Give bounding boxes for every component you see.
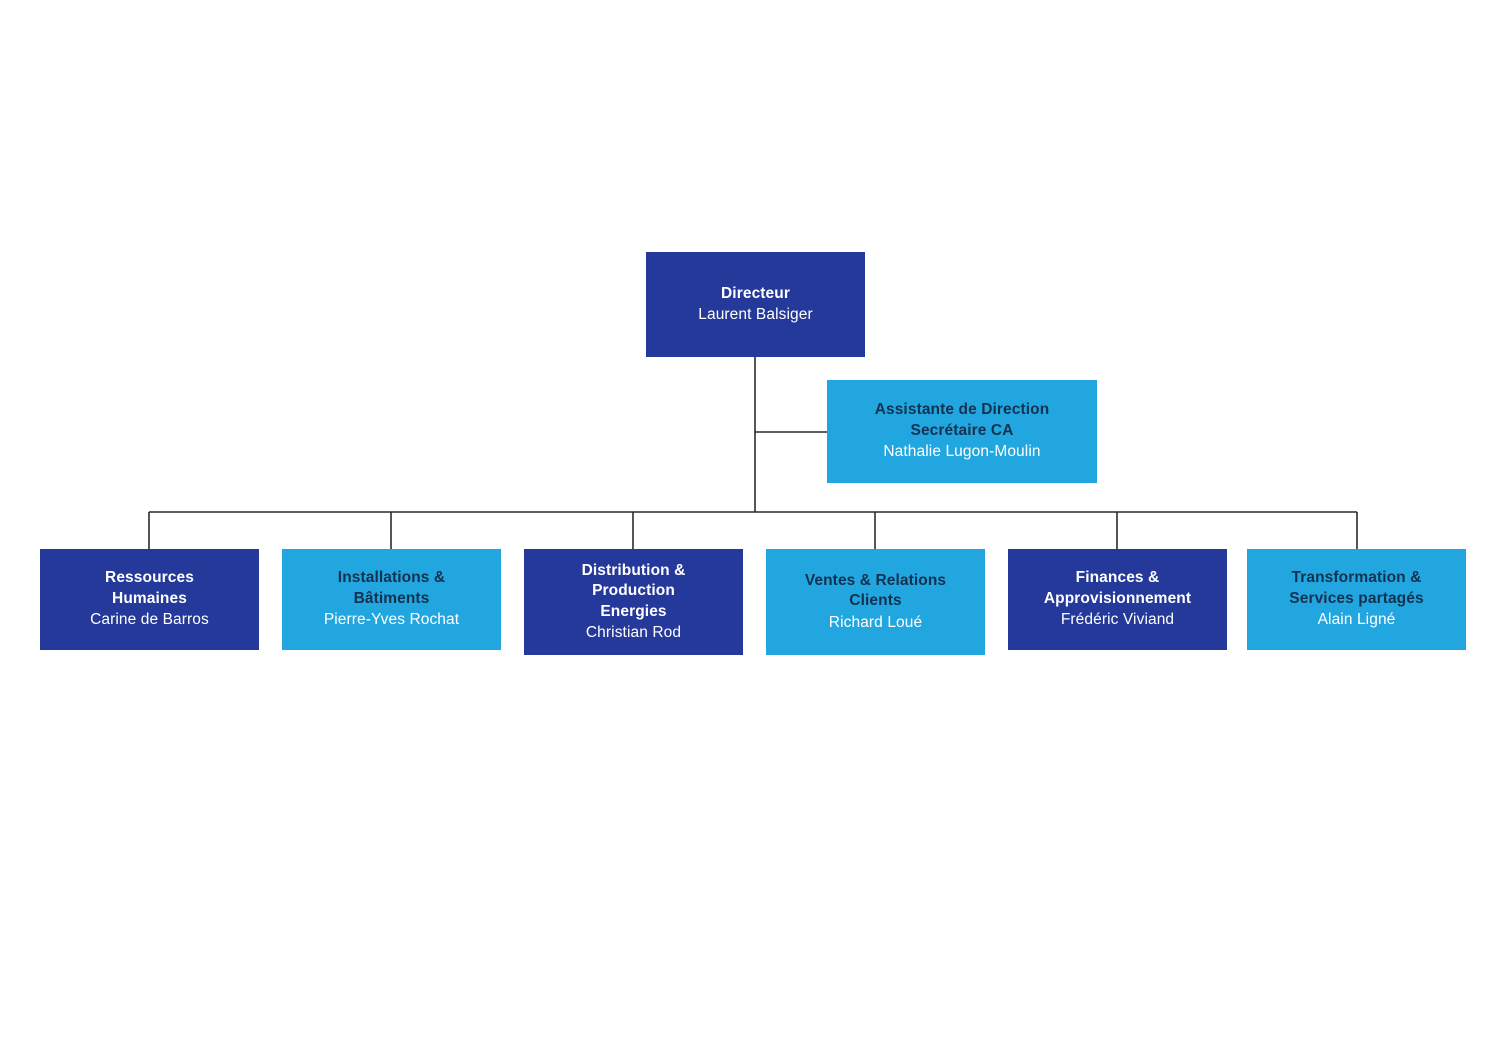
node-ressources-humaines-person: Carine de Barros: [90, 611, 209, 629]
node-directeur-title: Directeur: [721, 284, 790, 302]
node-ressources-humaines-title-line2: Humaines: [112, 589, 187, 607]
node-ventes-relations-clients[interactable]: [766, 549, 985, 655]
node-installations-batiments-title-line2: Bâtiments: [353, 589, 430, 607]
node-finances-title-line1: Finances &: [1075, 569, 1160, 587]
node-directeur-person: Laurent Balsiger: [698, 306, 813, 323]
node-assistante-title-line1: Assistante de Direction: [874, 401, 1050, 419]
node-installations-batiments-title-line1: Installations &: [337, 569, 446, 587]
node-ressources-humaines[interactable]: [40, 549, 259, 650]
node-ressources-humaines-title-line1: Ressources: [105, 569, 194, 587]
node-installations-batiments-person: Pierre-Yves Rochat: [323, 611, 460, 629]
node-assistante-title-line2: Secrétaire CA: [910, 421, 1014, 439]
node-distribution-person: Christian Rod: [585, 623, 682, 641]
node-directeur[interactable]: [646, 252, 865, 357]
node-transformation-title-line2: Services partagés: [1289, 589, 1424, 607]
node-ventes-title-line1: Ventes & Relations: [804, 571, 947, 589]
node-distribution-title-line2: Production: [592, 582, 675, 600]
node-transformation-person: Alain Ligné: [1317, 611, 1396, 629]
node-finances-approvisionnement[interactable]: [1008, 549, 1227, 650]
node-finances-person: Frédéric Viviand: [1060, 611, 1175, 629]
node-distribution-title-line1: Distribution &: [581, 561, 686, 579]
node-assistante-person: Nathalie Lugon-Moulin: [883, 443, 1041, 461]
node-assistante-direction[interactable]: [827, 380, 1097, 483]
node-installations-batiments[interactable]: [282, 549, 501, 650]
node-ventes-person: Richard Loué: [828, 613, 923, 631]
node-distribution-production-energies[interactable]: [524, 549, 743, 655]
node-ventes-title-line2: Clients: [849, 592, 902, 610]
node-transformation-services-partages[interactable]: [1247, 549, 1466, 650]
node-transformation-title-line1: Transformation &: [1291, 569, 1422, 587]
node-distribution-title-line3: Energies: [600, 602, 667, 620]
node-finances-title-line2: Approvisionnement: [1043, 589, 1192, 607]
